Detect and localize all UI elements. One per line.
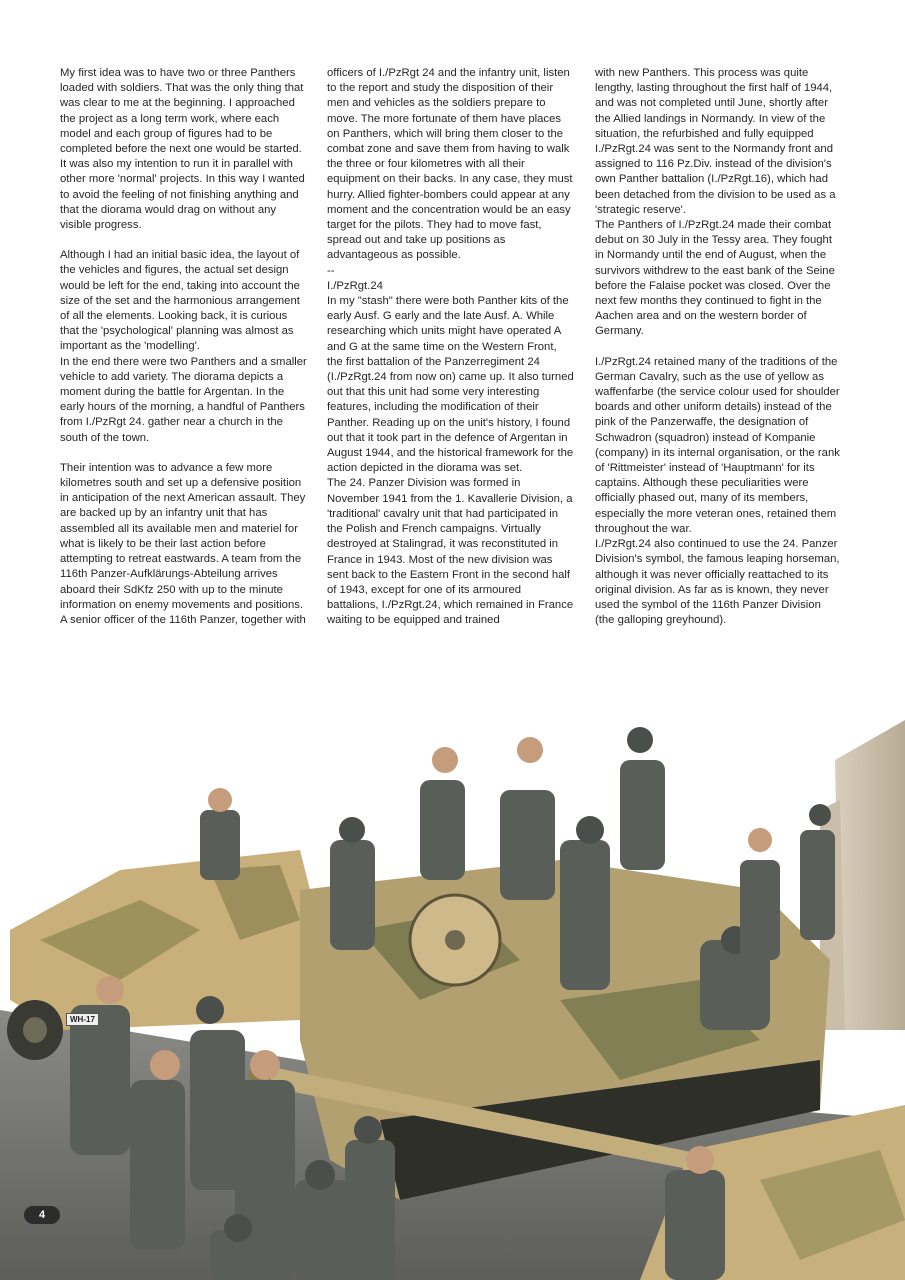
text-column-2 [327, 66, 575, 629]
diorama-illustration [0, 700, 905, 1280]
text-column-1 [60, 66, 308, 628]
paragraph: Their intention was to advance a few more kilometres south and set up a defensive position in anticipation of the next American assault. They are backed up by an infantry unit that has assembled all its available men and materiel for what is likely to be their last action before attempting to retreat eastwards. A team from the 116th Panzer-Aufklärungs-Abteilung arrives aboard their SdKfz 250 with up to the minute information on enemy movements and positions. A senior officer of the 116th Panzer, together with [60, 461, 306, 626]
section-heading: I./PzRgt.24 [327, 279, 383, 292]
paragraph: Although I had an initial basic idea, the layout of the vehicles and figures, the actual set design would be left for the end, taking into account the size of the set and the harmonious arrangement of all the elements. Looking back, it is curious that the 'psychological' planning was almost as important as the 'modelling'. [60, 249, 300, 353]
diorama-photo [0, 700, 905, 1280]
paragraph: In the end there were two Panthers and a smaller vehicle to add variety. The diorama depicts a moment during the battle for Argentan. In the early hours of the morning, a handful of Panthers from I./PzRgt 24. gather near a church in the south of the town. [60, 355, 307, 444]
paragraph: officers of I./PzRgt 24 and the infantry unit, listen to the report and study the disposition of their men and vehicles as the soldiers prepare to move. The more fortunate of them have places on Panthers, which will bring them closer to the combat zone and save them from having to walk the three or four kilometres with all their equipment on their backs. In any case, they must hurry. Allied fighter-bombers could appear at any moment and the concentration would be an easy target for the pilots. They had to move fast, spread out and take up positions as advantageous as possible. [327, 67, 573, 262]
paragraph: My first idea was to have two or three Panthers loaded with soldiers. That was the only thing that was clear to me at the beginning. I approached the project as a long term work, where each model and each group of figures had to be completed before the next one would be started. It was also my intention to run it in parallel with other more 'normal' projects. In this way I wanted to avoid the feeling of not finishing anything and that the diorama would drag on without any visible progress. [60, 67, 305, 232]
paragraph: The 24. Panzer Division was formed in November 1941 from the 1. Kavallerie Division, a 'traditional' cavalry unit that had participated in the Polish and French campaigns. Virtually destroyed at Stalingrad, it was reconstituted in France in 1943. Most of the new division was sent back to the Eastern Front in the second half of 1943, except for one of its armoured battalions, I./PzRgt.24, which remained in France waiting to be equipped and trained [327, 477, 574, 627]
article-body [60, 66, 850, 706]
paragraph: I./PzRgt.24 also continued to use the 24. Panzer Division's symbol, the famous leaping horseman, although it was never officially reattached to its original division. As far as is known, they never used the symbol of the 116th Panzer Division (the galloping greyhound). [595, 538, 840, 627]
paragraph: In my "stash" there were both Panther kits of the early Ausf. G early and the late Ausf. A. While researching which units might have operated A and G at the same time on the Western Front, the first battalion of the Panzerregiment 24 (I./PzRgt.24 from now on) came up. It also turned out that this unit had some very interesting features, including the modification of their Panther. Reading up on the unit's history, I found out that it took part in the defence of Argentan in August 1944, and the historical framework for the action depicted in the diorama was set. [327, 295, 574, 475]
page-number: 4 [24, 1206, 60, 1224]
church-wall [835, 720, 905, 1030]
paragraph: with new Panthers. This process was quite lengthy, lasting throughout the first half of 1944, and was not completed until June, shortly after the Allied landings in Normandy. In view of the situation, the refurbished and fully equipped I./PzRgt.24 was sent to the Normandy front and assigned to 116 Pz.Div. instead of the division's own Panther battalion (I./PzRgt.16), which had been detached from the division to be used as a 'strategic reserve'. [595, 67, 836, 216]
vehicle-plate: WH-17 [66, 1013, 99, 1026]
text-column-3 [595, 66, 843, 628]
paragraph: I./PzRgt.24 retained many of the traditions of the German Cavalry, such as the use of yellow as waffenfarbe (the service colour used for shoulder boards and other uniform details) instead of the pink of the Panzerwaffe, the designation of Schwadron (squadron) instead of Kompanie (company) in its internal organisation, or the rank of 'Rittmeister' instead of 'Hauptmann' for its captains. Although these peculiarities were officially phased out, many of its members, especially the more veteran ones, retained them throughout the war. [595, 355, 840, 535]
paragraph: The Panthers of I./PzRgt.24 made their combat debut on 30 July in the Tessy area. They fought in Normandy until the end of August, when the survivors withdrew to the east bank of the Seine before the Falaise pocket was closed. Over the next few months they continued to fight in the Aachen area and on the western border of Germany. [595, 219, 835, 338]
section-divider: -- [327, 264, 335, 277]
